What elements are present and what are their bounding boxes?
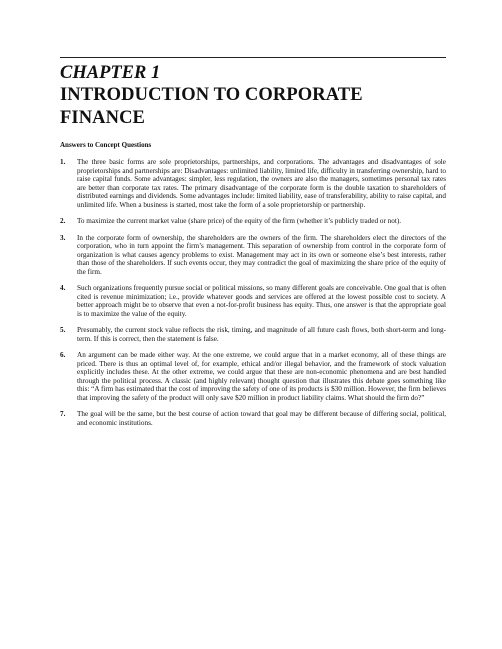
- answer-number: 7.: [60, 410, 66, 418]
- answer-number: 1.: [60, 158, 66, 166]
- chapter-label: CHAPTER 1: [60, 63, 161, 83]
- answer-item: [60, 217, 446, 226]
- answer-item: [60, 326, 446, 343]
- answer-item: [60, 158, 446, 209]
- section-subheading: Answers to Concept Questions: [60, 141, 152, 149]
- answer-text: To maximize the current market value (share price) of the equity of the firm (whether it’s publicly traded or not).: [77, 217, 402, 225]
- answer-text: The goal will be the same, but the best course of action toward that goal may be different because of differing social, political, and economic institutions.: [77, 410, 446, 427]
- answer-item: [60, 234, 446, 277]
- answer-item: [60, 284, 446, 318]
- answers-list: [60, 158, 446, 427]
- answer-text: An argument can be made either way. At the one extreme, we could argue that in a market economy, all of these things are priced. There is thus an optimal level of, for example, ethical and/or illegal behavior, and the framework of stock valuation explicitly includes these. At the other extreme, we could argue that these are non-economic phenomena and are best handled through the political process. A classic (and highly relevant) thought question that illustrates this debate goes something like this: “A firm has estimated that the cost of improving the safety of one of its products is $30 million. However, the firm believes that improving the safety of the product will only save $20 million in product liability claims. What should the firm do?”: [77, 351, 446, 402]
- answer-item: [60, 351, 446, 402]
- answer-text: Such organizations frequently pursue social or political missions, so many different goals are conceivable. One goal that is often cited is revenue minimization; i.e., provide whatever goods and services are offered at the lowest possible cost to society. A better approach might be to observe that even a not-for-profit business has equity. Thus, one answer is that the appropriate goal is to maximize the value of the equity.: [77, 284, 446, 318]
- answer-text: In the corporate form of ownership, the shareholders are the owners of the firm. The shareholders elect the directors of the corporation, who in turn appoint the firm’s management. This separation of ownership from control in the corporate form of organization is what causes agency problems to exist. Management may act in its own or someone else’s best interests, rather than those of the shareholders. If such events occur, they may contradict the goal of maximizing the share price of the equity of the firm.: [77, 233, 446, 276]
- answer-number: 6.: [60, 351, 66, 359]
- answer-text: Presumably, the current stock value reflects the risk, timing, and magnitude of all future cash flows, both short-term and long-term. If this is correct, then the statement is false.: [77, 326, 446, 343]
- answer-number: 2.: [60, 217, 66, 225]
- answer-text: The three basic forms are sole proprietorships, partnerships, and corporations. The advantages and disadvantages of sole proprietorships and partnerships are: Disadvantages: unlimited liability, limited life, difficulty in transferring ownership, hard to raise capital funds. Some advantages: simpler, less regulation, the owners are also the managers, sometimes personal tax rates are better than corporate tax rates. The primary disadvantage of the corporate form is the double taxation to shareholders of distributed earnings and dividends. Some advantages include: limited liability, ease of transferability, ability to raise capital, and unlimited life. When a business is started, most take the form of a sole proprietorship or partnership.: [77, 158, 446, 209]
- chapter-title: INTRODUCTION TO CORPORATE FINANCE: [60, 85, 363, 128]
- answer-number: 5.: [60, 326, 66, 334]
- chapter-rule: [60, 57, 446, 58]
- answer-item: [60, 410, 446, 427]
- answer-number: 3.: [60, 233, 66, 242]
- answer-number: 4.: [60, 284, 66, 292]
